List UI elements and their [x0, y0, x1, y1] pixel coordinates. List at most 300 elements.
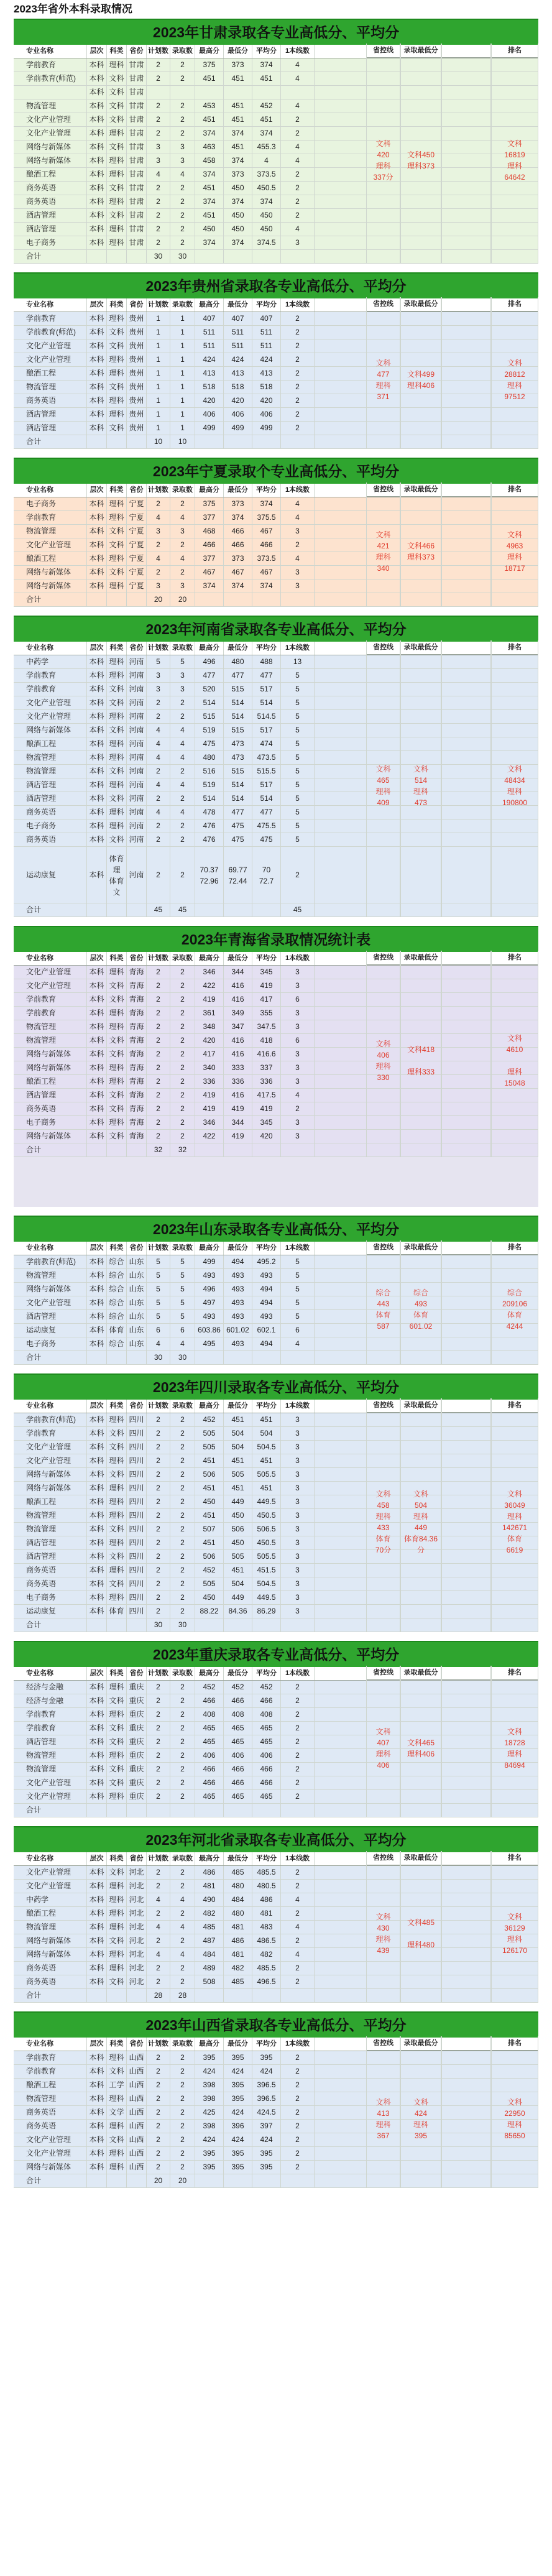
- cell-ds: 4: [281, 552, 315, 565]
- cell-jh: 1: [147, 408, 170, 421]
- cell-zg: 511: [195, 339, 224, 353]
- cell-jh: 2: [147, 1427, 170, 1440]
- header-ds: 1本线数: [281, 1852, 315, 1865]
- cell-sf: 宁夏: [127, 497, 147, 510]
- cell-ds: 2: [281, 1975, 315, 1988]
- cell-zg: 499: [195, 422, 224, 435]
- cell-ly: 本科: [87, 2051, 107, 2064]
- cell-zd: 506: [224, 1523, 252, 1536]
- blank-col-value: [442, 1255, 490, 1364]
- cell-name: 商务英语: [14, 1564, 87, 1577]
- cell-lq: 2: [170, 1102, 195, 1115]
- cell-lq: 1: [170, 408, 195, 421]
- rank-value: 文科 36129 理科 126170: [502, 1913, 528, 1955]
- cell-kl: 理科: [107, 1061, 127, 1074]
- provincial-line-header: 省控线: [367, 1666, 400, 1680]
- cell-ds: 5: [281, 765, 315, 778]
- cell-jh: 3: [147, 154, 170, 167]
- cell-kl: 文科: [107, 2133, 127, 2146]
- cell-name: 物流管理: [14, 1034, 87, 1047]
- cell-sf: 河北: [127, 1893, 147, 1906]
- cell-sf: 青海: [127, 1034, 147, 1047]
- cell-pj: 395: [252, 2147, 281, 2160]
- cell-sf: 宁夏: [127, 552, 147, 565]
- cell-sf: 河北: [127, 1907, 147, 1920]
- header-sf: 省份: [127, 298, 147, 312]
- section-title: 2023年河南省录取各专业高低分、平均分: [14, 616, 538, 642]
- cell-lq: 2: [170, 2147, 195, 2160]
- cell-kl: 文科: [107, 538, 127, 552]
- cell-pj: 455.3: [252, 141, 281, 154]
- cell-name: 物流管理: [14, 1020, 87, 1033]
- cell-sf: 山东: [127, 1324, 147, 1337]
- cell-kl: 体育: [107, 1605, 127, 1618]
- cell-sf: 四川: [127, 1605, 147, 1618]
- cell-jh: 2: [147, 1763, 170, 1776]
- cell-name: 文化产业管理: [14, 1880, 87, 1893]
- cell-ly: 本科: [87, 1975, 107, 1988]
- cell-jh: 2: [147, 2147, 170, 2160]
- cell-kl: 文科: [107, 72, 127, 85]
- cell-zd: 374: [224, 579, 252, 593]
- cell-ds: 2: [281, 1907, 315, 1920]
- cell-pj: 466: [252, 1776, 281, 1789]
- cell-ly: 本科: [87, 1523, 107, 1536]
- cell-kl: 理科: [107, 353, 127, 366]
- cell-jh: 2: [147, 2161, 170, 2174]
- cell-ds: 3: [281, 966, 315, 979]
- cell-kl: 理科: [107, 2161, 127, 2174]
- cell-pj: 452: [252, 99, 281, 113]
- cell-zd: 424: [224, 353, 252, 366]
- cell-pj: 345: [252, 1116, 281, 1129]
- header-zg: 最高分: [195, 952, 224, 965]
- cell-kl: 理科: [107, 223, 127, 236]
- cell-zg: 450: [195, 223, 224, 236]
- cell-ly: 本科: [87, 1089, 107, 1102]
- cell-ly: 本科: [87, 1468, 107, 1481]
- cell-ly: 本科: [87, 1605, 107, 1618]
- cell-zg: 476: [195, 819, 224, 833]
- cell-jh: 2: [147, 2106, 170, 2119]
- column-rank: [491, 44, 538, 263]
- section-gansu: [14, 19, 538, 264]
- cell-jh: 4: [147, 806, 170, 819]
- cell-ly: 本科: [87, 1482, 107, 1495]
- cell-kl: 理科: [107, 154, 127, 167]
- cell-jh: 2: [147, 1591, 170, 1604]
- cell-name: 网络与新媒体: [14, 1482, 87, 1495]
- cell-lq: 2: [170, 792, 195, 805]
- cell-name: 网络与新媒体: [14, 566, 87, 579]
- cell-ds: 3: [281, 1495, 315, 1508]
- cell-ds: 2: [281, 1749, 315, 1762]
- header-ly: 层次: [87, 2038, 107, 2051]
- total-ds: [281, 593, 315, 606]
- cell-jh: 2: [147, 2133, 170, 2146]
- total-sf: [127, 2174, 147, 2187]
- blank-col-header: [442, 297, 490, 312]
- cell-name: 商务英语: [14, 1975, 87, 1988]
- cell-pj: 493: [252, 1310, 281, 1323]
- cell-zg: 505: [195, 1427, 224, 1440]
- cell-pj: 485.5: [252, 1866, 281, 1879]
- cell-pj: 451: [252, 1454, 281, 1467]
- cell-lq: 2: [170, 1509, 195, 1522]
- cell-zd: 374: [224, 195, 252, 208]
- cell-zd: 450: [224, 209, 252, 222]
- cell-zg: 424: [195, 2065, 224, 2078]
- cell-zd: 493: [224, 1269, 252, 1282]
- cell-sf: 甘肃: [127, 182, 147, 195]
- total-ly: [87, 1804, 107, 1817]
- summary-columns: [366, 1240, 538, 1364]
- cell-name: 物流管理: [14, 1509, 87, 1522]
- cell-ds: 4: [281, 154, 315, 167]
- cell-pj: 4: [252, 154, 281, 167]
- cell-jh: 2: [147, 1564, 170, 1577]
- header-jh: 计划数: [147, 45, 170, 58]
- total-ds: [281, 1618, 315, 1632]
- cell-ly: 本科: [87, 1564, 107, 1577]
- cell-name: 酒店管理: [14, 792, 87, 805]
- cell-jh: 4: [147, 737, 170, 750]
- column-rank: [491, 482, 538, 606]
- total-pj: [252, 1143, 281, 1156]
- cell-pj: 374.5: [252, 236, 281, 249]
- cell-zg: 398: [195, 2120, 224, 2133]
- column-rank: [491, 297, 538, 448]
- min-score-value: 综合 493 体育 601.02: [409, 1288, 433, 1331]
- cell-name: 酒店管理: [14, 1089, 87, 1102]
- section-padding: [14, 1157, 538, 1207]
- cell-jh: 2: [147, 1007, 170, 1020]
- summary-columns: [366, 1666, 538, 1817]
- cell-sf: 河北: [127, 1962, 147, 1975]
- cell-ly: 本科: [87, 367, 107, 380]
- min-score-value: 文科 424 理科 395: [413, 2098, 428, 2140]
- total-name: 合计: [14, 903, 87, 916]
- cell-kl: 理科: [107, 552, 127, 565]
- cell-lq: 2: [170, 2079, 195, 2092]
- cell-kl: 文科: [107, 2065, 127, 2078]
- total-sf: [127, 1143, 147, 1156]
- cell-kl: 理科: [107, 2092, 127, 2105]
- cell-jh: 2: [147, 1413, 170, 1426]
- cell-zg: 478: [195, 806, 224, 819]
- header-pj: 平均分: [252, 484, 281, 497]
- header-ds: 1本线数: [281, 1242, 315, 1255]
- cell-pj: 419: [252, 979, 281, 992]
- cell-ly: 本科: [87, 737, 107, 750]
- cell-name: 学前教育(师范): [14, 72, 87, 85]
- min-score-header: 录取最低分: [401, 2036, 441, 2051]
- cell-ds: 2: [281, 408, 315, 421]
- total-name: 合计: [14, 593, 87, 606]
- cell-zd: [224, 86, 252, 99]
- cell-name: 学前教育: [14, 312, 87, 325]
- cell-ds: 5: [281, 819, 315, 833]
- min-score-value: 文科450 理科373: [407, 150, 435, 170]
- cell-zg: 451: [195, 182, 224, 195]
- cell-jh: 2: [147, 1577, 170, 1590]
- cell-lq: 5: [170, 655, 195, 668]
- cell-ds: 2: [281, 2106, 315, 2119]
- cell-pj: 451: [252, 113, 281, 126]
- cell-zd: 373: [224, 168, 252, 181]
- header-ly: 层次: [87, 484, 107, 497]
- rank-header: 排名: [492, 1666, 538, 1680]
- cell-pj: 395: [252, 2051, 281, 2064]
- cell-sf: 青海: [127, 966, 147, 979]
- cell-lq: 2: [170, 99, 195, 113]
- blank-col-header: [442, 1851, 490, 1865]
- cell-pj: 602.1: [252, 1324, 281, 1337]
- cell-zd: 416: [224, 1089, 252, 1102]
- cell-lq: 2: [170, 1089, 195, 1102]
- cell-lq: 2: [170, 1116, 195, 1129]
- cell-lq: 5: [170, 1283, 195, 1296]
- blank-col-value: [442, 312, 490, 448]
- header-ly: 层次: [87, 298, 107, 312]
- header-zg: 最高分: [195, 1400, 224, 1413]
- cell-name: 酒店管理: [14, 778, 87, 792]
- total-ly: [87, 1618, 107, 1632]
- cell-name: 物流管理: [14, 1523, 87, 1536]
- summary-columns: [366, 1851, 538, 2002]
- cell-pj: 373.5: [252, 168, 281, 181]
- cell-ds: 2: [281, 1694, 315, 1707]
- cell-zd: 344: [224, 966, 252, 979]
- cell-jh: 2: [147, 1495, 170, 1508]
- cell-sf: 山西: [127, 2120, 147, 2133]
- cell-lq: 2: [170, 1749, 195, 1762]
- header-ds: 1本线数: [281, 642, 315, 655]
- cell-sf: 重庆: [127, 1735, 147, 1748]
- cell-name: 商务英语: [14, 2120, 87, 2133]
- cell-zd: 395: [224, 2079, 252, 2092]
- cell-zg: 451: [195, 72, 224, 85]
- cell-name: 酒店管理: [14, 1735, 87, 1748]
- cell-kl: 理科: [107, 2120, 127, 2133]
- cell-lq: 2: [170, 1776, 195, 1789]
- cell-name: 物流管理: [14, 1749, 87, 1762]
- cell-ly: 本科: [87, 141, 107, 154]
- cell-ly: 本科: [87, 993, 107, 1006]
- cell-pj: 406: [252, 408, 281, 421]
- cell-zg: 452: [195, 1681, 224, 1694]
- cell-name: 酒店管理: [14, 422, 87, 435]
- cell-ly: 本科: [87, 1007, 107, 1020]
- cell-ly: 本科: [87, 1495, 107, 1508]
- cell-sf: 青海: [127, 1061, 147, 1074]
- cell-ds: 2: [281, 2065, 315, 2078]
- cell-kl: 理科: [107, 710, 127, 723]
- cell-lq: 2: [170, 1790, 195, 1803]
- cell-pj: 475: [252, 833, 281, 846]
- column-min-score: [400, 297, 441, 448]
- provincial-line-value: 文科 465 理科 409: [375, 764, 391, 807]
- cell-ds: 3: [281, 1020, 315, 1033]
- cell-pj: 449.5: [252, 1591, 281, 1604]
- cell-zd: 419: [224, 1102, 252, 1115]
- cell-ly: 本科: [87, 1102, 107, 1115]
- cell-kl: 理科: [107, 1880, 127, 1893]
- cell-name: 酿酒工程: [14, 2079, 87, 2092]
- cell-sf: 河南: [127, 847, 147, 903]
- cell-jh: 2: [147, 236, 170, 249]
- header-pj: 平均分: [252, 1400, 281, 1413]
- section-title: 2023年宁夏录取个专业高低分、平均分: [14, 458, 538, 484]
- cell-zg: 407: [195, 312, 224, 325]
- cell-jh: 1: [147, 339, 170, 353]
- cell-zg: 451: [195, 1536, 224, 1549]
- cell-ds: 3: [281, 1048, 315, 1061]
- cell-zd: 504: [224, 1427, 252, 1440]
- cell-name: 网络与新媒体: [14, 724, 87, 737]
- cell-ds: 4: [281, 1337, 315, 1350]
- cell-ds: 2: [281, 209, 315, 222]
- total-zd: [224, 593, 252, 606]
- cell-zg: 499: [195, 1255, 224, 1268]
- cell-zg: 375: [195, 497, 224, 510]
- cell-kl: 理科: [107, 2147, 127, 2160]
- cell-kl: 综合: [107, 1310, 127, 1323]
- cell-zd: 473: [224, 737, 252, 750]
- min-score-header: 录取最低分: [401, 297, 441, 312]
- cell-ly: 本科: [87, 1427, 107, 1440]
- cell-ds: 3: [281, 1075, 315, 1088]
- cell-name: 文化产业管理: [14, 966, 87, 979]
- cell-jh: 2: [147, 1550, 170, 1563]
- cell-jh: 3: [147, 683, 170, 696]
- cell-jh: 2: [147, 993, 170, 1006]
- cell-pj: 451.5: [252, 1564, 281, 1577]
- cell-ds: 3: [281, 1130, 315, 1143]
- cell-name: 文化产业管理: [14, 2147, 87, 2160]
- cell-pj: 347.5: [252, 1020, 281, 1033]
- cell-zg: 516: [195, 765, 224, 778]
- total-jh: 20: [147, 2174, 170, 2187]
- cell-pj: 505.5: [252, 1468, 281, 1481]
- cell-name: 商务英语: [14, 195, 87, 208]
- cell-pj: 451: [252, 1482, 281, 1495]
- cell-sf: 山西: [127, 2133, 147, 2146]
- cell-ds: 5: [281, 669, 315, 682]
- section-title: 2023年山东录取各专业高低分、平均分: [14, 1216, 538, 1242]
- cell-zg: 450: [195, 1495, 224, 1508]
- header-jh: 计划数: [147, 642, 170, 655]
- cell-kl: 理科: [107, 58, 127, 72]
- cell-lq: 4: [170, 751, 195, 764]
- cell-kl: 理科: [107, 1962, 127, 1975]
- cell-jh: 2: [147, 1907, 170, 1920]
- column-provincial-line: [366, 1240, 400, 1364]
- cell-ds: 4: [281, 1089, 315, 1102]
- cell-zd: 416: [224, 1048, 252, 1061]
- header-ly: 层次: [87, 1242, 107, 1255]
- cell-pj: 466: [252, 1763, 281, 1776]
- rank-value: 文科 36049 理科 142671 体育 6619: [502, 1490, 528, 1554]
- total-jh: 30: [147, 1351, 170, 1364]
- cell-lq: 3: [170, 683, 195, 696]
- cell-zg: 505: [195, 1577, 224, 1590]
- provincial-line-value: 文科 458 理科 433 体育 70分: [375, 1490, 392, 1554]
- cell-zg: [195, 847, 224, 903]
- cell-lq: 2: [170, 1708, 195, 1721]
- cell-ly: 本科: [87, 381, 107, 394]
- cell-zg: 424: [195, 2133, 224, 2146]
- cell-ly: 本科: [87, 1790, 107, 1803]
- cell-jh: 4: [147, 778, 170, 792]
- provincial-line-value: 文科 406 理科 330: [375, 1040, 391, 1082]
- cell-kl: 文科: [107, 1550, 127, 1563]
- cell-pj: 451: [252, 1413, 281, 1426]
- cell-name: 商务英语: [14, 1577, 87, 1590]
- total-lq: 10: [170, 435, 195, 448]
- cell-ds: 2: [281, 1735, 315, 1748]
- total-jh: 20: [147, 593, 170, 606]
- cell-ly: 本科: [87, 579, 107, 593]
- cell-sf: 山东: [127, 1310, 147, 1323]
- cell-zd: 420: [224, 394, 252, 407]
- total-ly: [87, 250, 107, 263]
- cell-sf: 四川: [127, 1454, 147, 1467]
- cell-pj: 419: [252, 1102, 281, 1115]
- total-zd: [224, 2174, 252, 2187]
- cell-pj: [252, 847, 281, 903]
- cell-pj: 518: [252, 381, 281, 394]
- cell-name: 酿酒工程: [14, 367, 87, 380]
- cell-name: 酒店管理: [14, 223, 87, 236]
- value-b: 72.44: [228, 876, 247, 885]
- cell-ds: 2: [281, 1962, 315, 1975]
- cell-kl: 理科: [107, 168, 127, 181]
- cell-ly: 本科: [87, 127, 107, 140]
- cell-sf: 四川: [127, 1468, 147, 1481]
- cell-ds: 2: [281, 2092, 315, 2105]
- header-zg: 最高分: [195, 1852, 224, 1865]
- cell-ly: 本科: [87, 2065, 107, 2078]
- cell-zd: 449: [224, 1591, 252, 1604]
- cell-jh: 2: [147, 182, 170, 195]
- cell-ly: 本科: [87, 1337, 107, 1350]
- cell-lq: 4: [170, 724, 195, 737]
- cell-pj: 496.5: [252, 1975, 281, 1988]
- cell-ly: 本科: [87, 408, 107, 421]
- blank-col-value: [442, 58, 490, 263]
- cell-zg: 419: [195, 993, 224, 1006]
- cell-zd: 515: [224, 683, 252, 696]
- cell-zg: 395: [195, 2147, 224, 2160]
- cell-lq: 2: [170, 979, 195, 992]
- total-pj: [252, 435, 281, 448]
- provincial-line-header: 省控线: [367, 2036, 400, 2051]
- cell-ly: 本科: [87, 683, 107, 696]
- cell-pj: 511: [252, 326, 281, 339]
- column-rank: [491, 1240, 538, 1364]
- cell-sf: 河南: [127, 792, 147, 805]
- cell-jh: 1: [147, 353, 170, 366]
- cell-sf: 河南: [127, 751, 147, 764]
- header-sf: 省份: [127, 2038, 147, 2051]
- cell-kl: 理科: [107, 669, 127, 682]
- total-kl: [107, 1143, 127, 1156]
- cell-pj: 505.5: [252, 1550, 281, 1563]
- cell-jh: 5: [147, 1269, 170, 1282]
- cell-zd: 413: [224, 367, 252, 380]
- cell-kl: 文科: [107, 182, 127, 195]
